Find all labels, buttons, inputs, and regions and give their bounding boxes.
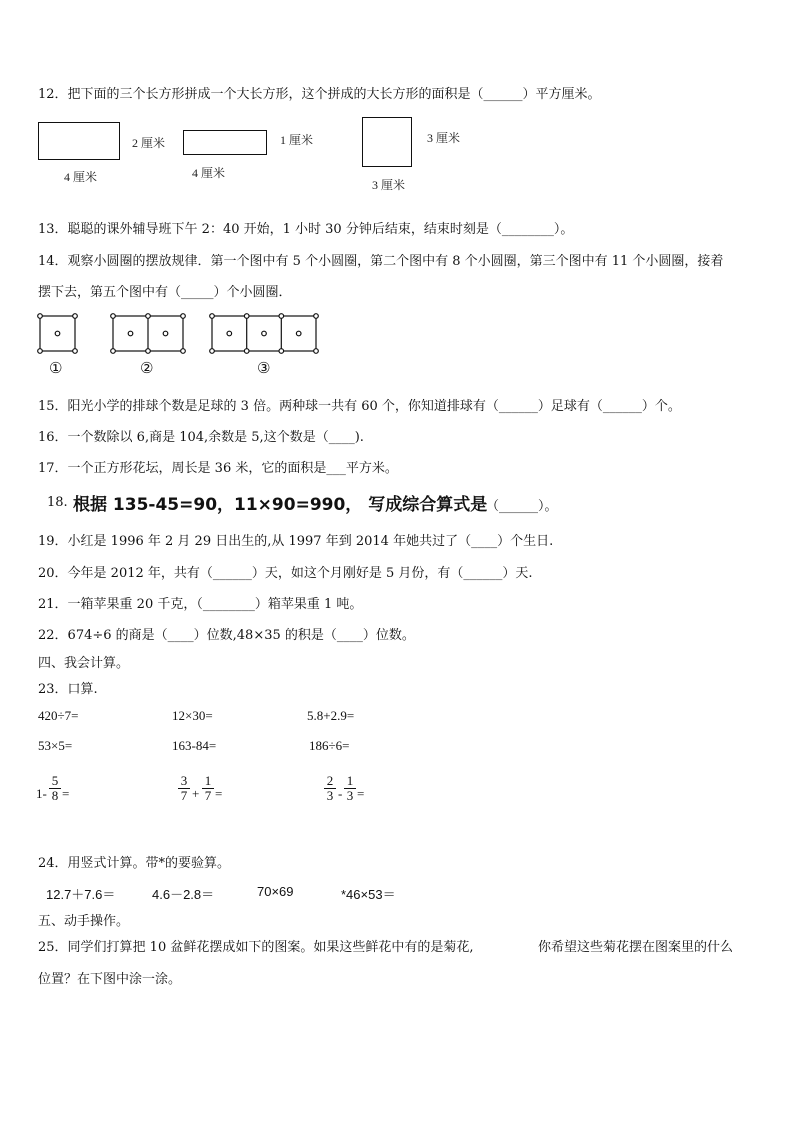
frac3-equals: = xyxy=(357,786,365,801)
q14-line2: 摆下去，第五个图中有（_____）个小圆圈． xyxy=(38,285,292,300)
figure-label-1: ① xyxy=(49,359,63,377)
q18-text: 根据 135-45=90，11×90=990， 写成综合算式是 xyxy=(73,495,488,515)
frac1-equals: = xyxy=(62,786,70,801)
q21-text: 21．一箱苹果重 20 千克，（________）箱苹果重 1 吨。 xyxy=(38,597,363,612)
circle-pattern-figures xyxy=(30,308,330,360)
rect2-bottom-label: 4 厘米 xyxy=(192,166,226,180)
q25-line1-b: 你希望这些菊花摆在图案里的什么 xyxy=(538,940,734,955)
rect3-bottom-label: 3 厘米 xyxy=(372,178,406,192)
rect1-side-label: 2 厘米 xyxy=(132,136,166,150)
frac2-operator: + xyxy=(192,786,200,801)
frac1-denominator: 8 xyxy=(51,788,59,803)
frac3-operator: - xyxy=(338,786,343,801)
frac2-equals: = xyxy=(215,786,223,801)
q16-text: 16．一个数除以 6,商是 104,余数是 5,这个数是（____). xyxy=(38,430,364,445)
q13-text: 13．聪聪的课外辅导班下午 2：40 开始，1 小时 30 分钟后结束，结束时刻是（________）。 xyxy=(38,222,574,237)
frac1-fraction xyxy=(49,774,61,803)
square-3 xyxy=(362,117,412,167)
rect1-bottom-label: 4 厘米 xyxy=(64,170,98,184)
vertical-calc-1: 12.7＋7.6＝ xyxy=(46,887,116,902)
rect2-side-label: 1 厘米 xyxy=(280,133,314,147)
q22-text: 22．674÷6 的商是（____）位数,48×35 的积是（____）位数。 xyxy=(38,628,415,643)
calc-1-2: 12×30= xyxy=(172,708,213,723)
q24-title: 24．用竖式计算。带*的要验算。 xyxy=(38,856,231,871)
q17-text: 17．一个正方形花坛，周长是 36 米，它的面积是___平方米。 xyxy=(38,461,398,476)
rectangle-2 xyxy=(183,130,267,155)
section-5-title: 五、动手操作。 xyxy=(38,914,130,929)
frac1-numerator: 5 xyxy=(51,773,59,788)
figure-label-3: ③ xyxy=(257,359,271,377)
frac3-second: 1 3 xyxy=(344,774,356,803)
q12-text: 12．把下面的三个长方形拼成一个大长方形，这个拼成的大长方形的面积是（______）平方厘米。 xyxy=(38,87,601,102)
q20-text: 20．今年是 2012 年，共有（______）天，如这个月刚好是 5 月份，有（______）天. xyxy=(38,566,533,581)
rect3-side-label: 3 厘米 xyxy=(427,131,461,145)
q18-blank: （______）。 xyxy=(486,499,558,514)
q19-text: 19．小红是 1996 年 2 月 29 日出生的,从 1997 年到 2014 年她共过了（____）个生日. xyxy=(38,534,554,549)
section-4-title: 四、我会计算。 xyxy=(38,656,130,671)
rectangle-1 xyxy=(38,122,120,160)
vertical-calc-4: *46×53＝ xyxy=(341,887,396,902)
calc-2-3: 186÷6= xyxy=(309,738,350,753)
frac3-first: 2 3 xyxy=(324,774,336,803)
q15-text: 15．阳光小学的排球个数是足球的 3 倍。两种球一共有 60 个，你知道排球有（______）足球有（______）个。 xyxy=(38,399,681,414)
figure-label-2: ② xyxy=(140,359,154,377)
frac2-first: 3 7 xyxy=(178,774,190,803)
frac2-second: 1 7 xyxy=(202,774,214,803)
calc-1-3: 5.8+2.9= xyxy=(307,708,355,723)
calc-2-2: 163-84= xyxy=(172,738,217,753)
vertical-calc-2: 4.6－2.8＝ xyxy=(152,887,215,902)
vertical-calc-3: 70×69 xyxy=(257,884,294,899)
frac1-lead: 1- xyxy=(36,786,47,801)
q23-title: 23．口算. xyxy=(38,682,98,697)
q14-line1: 14．观察小圆圈的摆放规律．第一个图中有 5 个小圆圈，第二个图中有 8 个小圆圈，第三个图中有 11 个小圆圈，接着 xyxy=(38,254,724,269)
calc-2-1: 53×5= xyxy=(38,738,73,753)
q25-line1-a: 25．同学们打算把 10 盆鲜花摆成如下的图案。如果这些鲜花中有的是菊花, xyxy=(38,940,474,955)
q25-line2: 位置？在下图中涂一涂。 xyxy=(38,972,182,987)
calc-1-1: 420÷7= xyxy=(38,708,79,723)
q18-number: 18. xyxy=(47,495,68,510)
